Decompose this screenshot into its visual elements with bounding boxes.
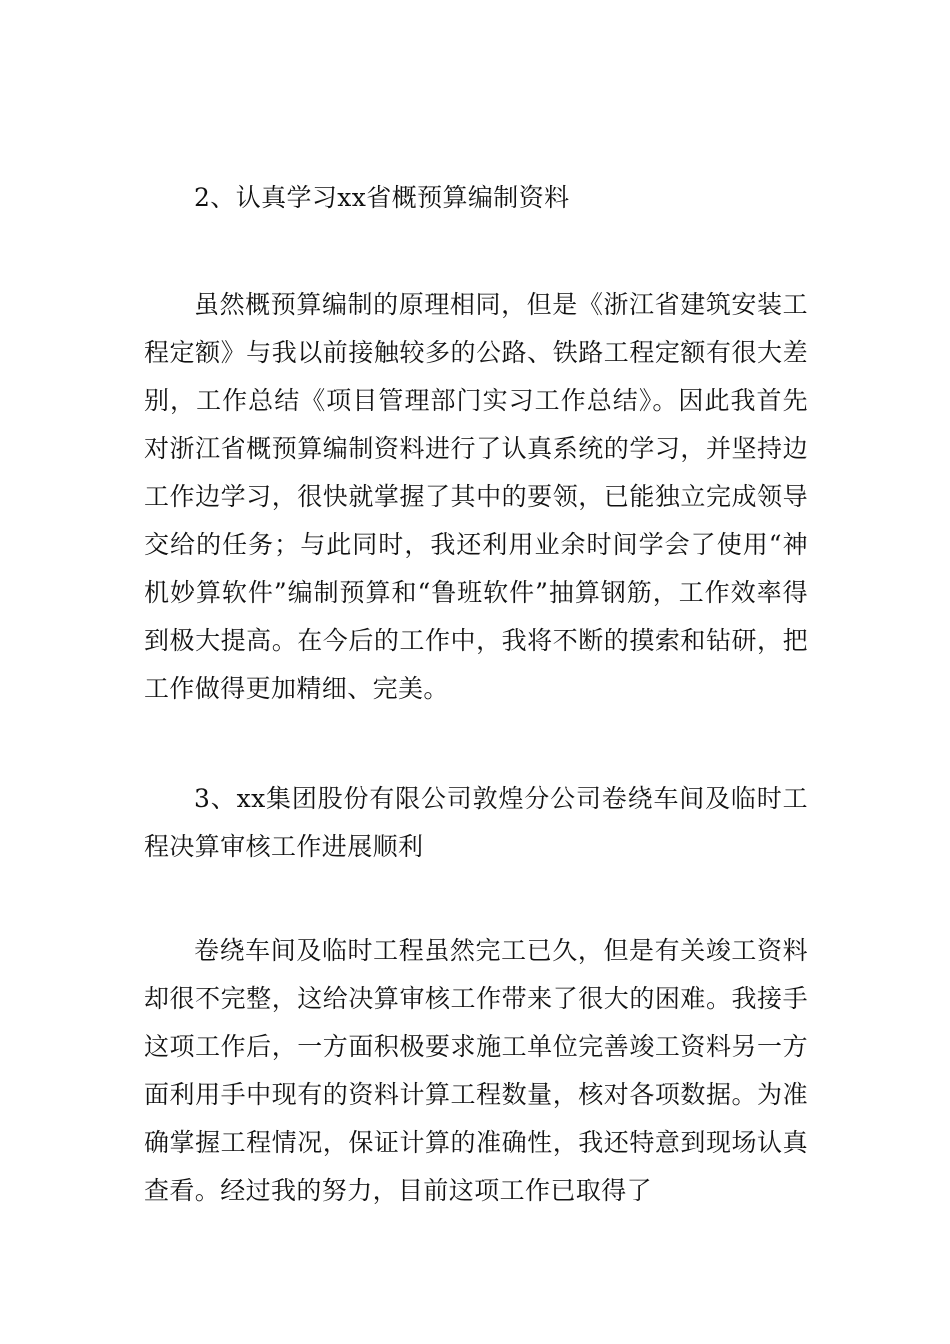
section-3-heading: 3、xx集团股份有限公司敦煌分公司卷绕车间及临时工程决算审核工作进展顺利 <box>144 784 808 861</box>
section-2-body: 虽然概预算编制的原理相同，但是《浙江省建筑安装工程定额》与我以前接触较多的公路、铁路工程定额有很大差别，工作总结《项目管理部门实习工作总结》。因此我首先对浙江省概预算编制资料进行了认真系统的学习，并坚持边工作边学习，很快就掌握了其中的要领，已能独立完成领导交给的任务；与此同时，我还利用业余时间学会了使用“神机妙算软件”编制预算和“鲁班软件”抽算钢筋，工作效率得到极大提高。在今后的工作中，我将不断的摸索和钻研，把工作做得更加精细、完美。 <box>144 290 808 703</box>
section-3-body: 卷绕车间及临时工程虽然完工已久，但是有关竣工资料却很不完整，这给决算审核工作带来了很大的困难。我接手这项工作后，一方面积极要求施工单位完善竣工资料另一方面利用手中现有的资料计算工程数量，核对各项数据。为准确掌握工程情况，保证计算的准确性，我还特意到现场认真查看。经过我的努力，目前这项工作已取得了 <box>144 936 808 1205</box>
document-content <box>144 174 808 1215</box>
section-2-heading: 2、认真学习xx省概预算编制资料 <box>194 183 570 212</box>
